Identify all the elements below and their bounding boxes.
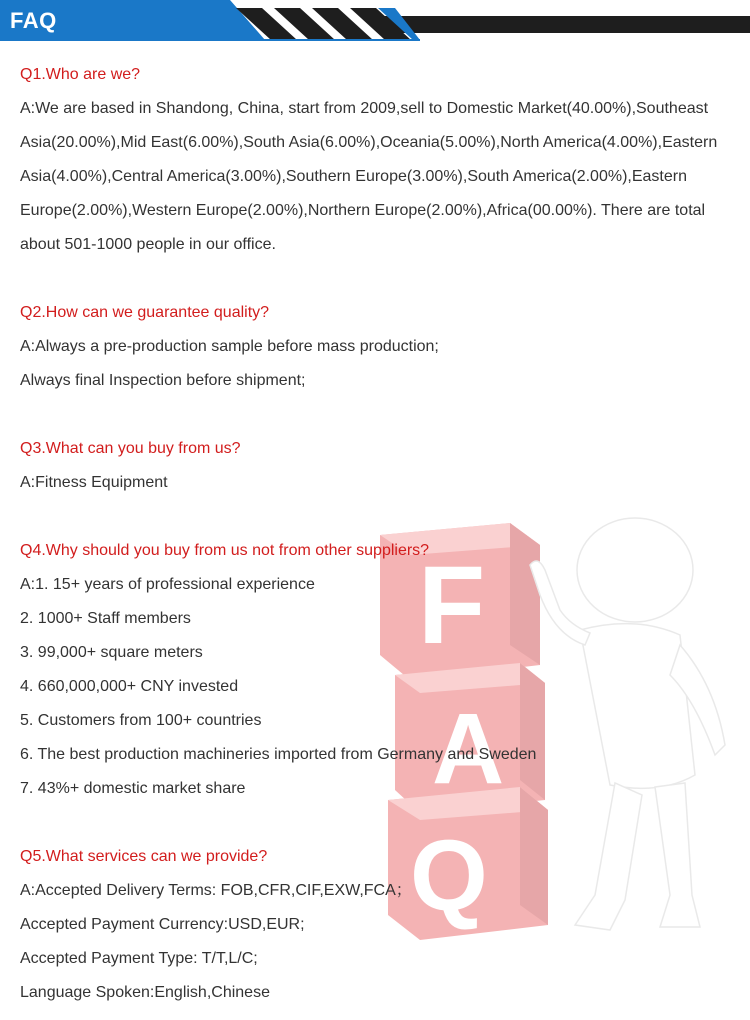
faq-answer-line: Europe(2.00%),Western Europe(2.00%),Northern Europe(2.00%),Africa(00.00%). There are total (20, 202, 706, 219)
cube-letter-a: A (432, 693, 505, 805)
cube-letter-q: Q (410, 820, 488, 932)
faq-content (20, 58, 735, 1010)
faq-answer-line: Accepted Payment Type: T/T,L/C; (20, 950, 258, 967)
faq-answer-line: A:Fitness Equipment (20, 474, 168, 491)
faq-answer-line: 4. 660,000,000+ CNY invested (20, 678, 239, 695)
faq-answer-line: A:1. 15+ years of professional experience (20, 576, 315, 593)
faq-answer-line: Language Spoken:English,Chinese (20, 984, 270, 1001)
faq-item-q4 (20, 534, 735, 806)
faq-answer-line: 3. 99,000+ square meters (20, 644, 203, 661)
faq-question: Q4.Why should you buy from us not from other suppliers? (20, 542, 430, 559)
faq-answer-line: A:Always a pre-production sample before mass production; (20, 338, 439, 355)
header-title: FAQ (10, 8, 57, 33)
faq-question: Q1.Who are we? (20, 66, 141, 83)
faq-answer-line: 5. Customers from 100+ countries (20, 712, 262, 729)
faq-answer-line: Accepted Payment Currency:USD,EUR; (20, 916, 305, 933)
faq-answer-line: about 501-1000 people in our office. (20, 236, 276, 253)
faq-question: Q5.What services can we provide? (20, 848, 268, 865)
faq-item-q3 (20, 432, 735, 500)
faq-question: Q3.What can you buy from us? (20, 440, 241, 457)
faq-answer-line: 2. 1000+ Staff members (20, 610, 191, 627)
faq-answer-line: 6. The best production machineries imported from Germany and Sweden (20, 746, 537, 763)
faq-question: Q2.How can we guarantee quality? (20, 304, 270, 321)
faq-answer-line: Asia(4.00%),Central America(3.00%),Southern Europe(3.00%),South America(2.00%),Eastern (20, 168, 687, 185)
faq-answer-line: 7. 43%+ domestic market share (20, 780, 246, 797)
faq-answer-line: Always final Inspection before shipment; (20, 372, 306, 389)
faq-item-q1 (20, 58, 735, 262)
faq-answer-line: A:We are based in Shandong, China, start from 2009,sell to Domestic Market(40.00%),Southeast (20, 100, 709, 117)
header-stripes-graphic (0, 0, 750, 42)
faq-answer-line: Asia(20.00%),Mid East(6.00%),South Asia(6.00%),Oceania(5.00%),North America(4.00%),Eastern (20, 134, 718, 151)
faq-item-q2 (20, 296, 735, 398)
faq-item-q5 (20, 840, 735, 1010)
faq-answer-line: A:Accepted Delivery Terms: FOB,CFR,CIF,EXW,FCA； (20, 882, 412, 899)
cube-letter-f: F (418, 544, 486, 667)
faq-header-banner (0, 0, 750, 42)
